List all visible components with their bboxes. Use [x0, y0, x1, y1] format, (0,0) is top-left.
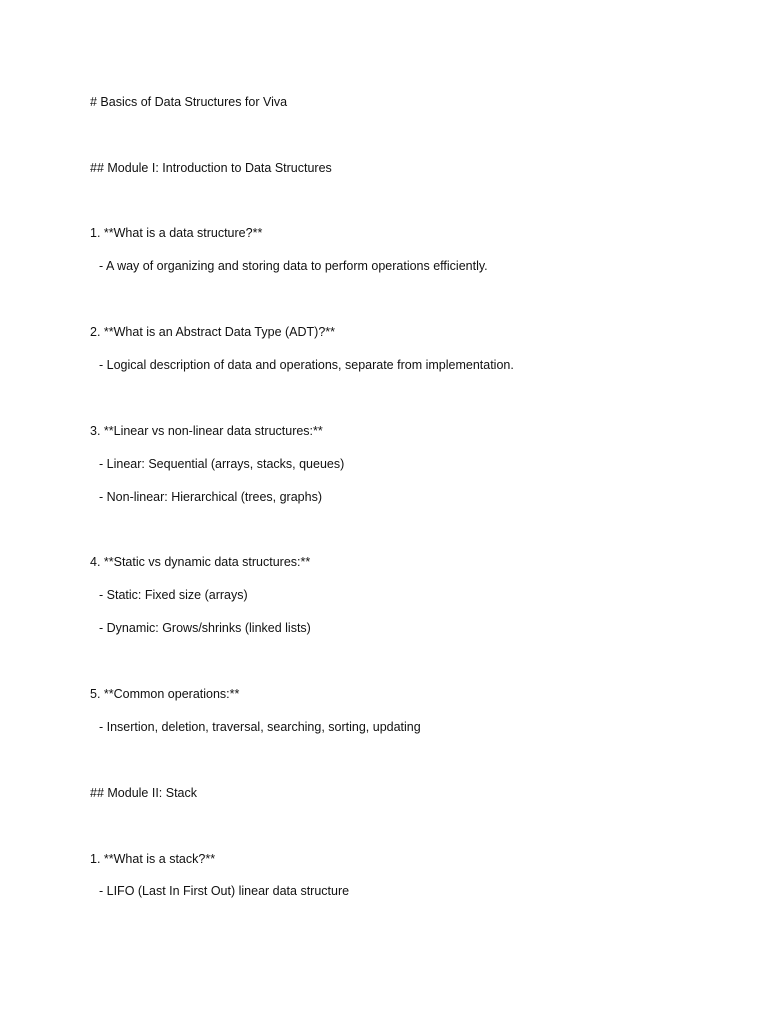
answer-5: - Insertion, deletion, traversal, searching, sorting, updating — [99, 720, 421, 734]
document-title: # Basics of Data Structures for Viva — [90, 95, 288, 109]
answer-3-linear: - Linear: Sequential (arrays, stacks, queues) — [99, 457, 345, 471]
stack-answer-1: - LIFO (Last In First Out) linear data structure — [99, 884, 350, 898]
answer-3-nonlinear: - Non-linear: Hierarchical (trees, graphs) — [99, 490, 322, 504]
question-2: 2. **What is an Abstract Data Type (ADT)?** — [90, 325, 336, 339]
answer-4-static: - Static: Fixed size (arrays) — [99, 588, 248, 602]
answer-4-dynamic: - Dynamic: Grows/shrinks (linked lists) — [99, 621, 311, 635]
module-1-heading: ## Module I: Introduction to Data Structures — [90, 161, 332, 175]
module-2-heading: ## Module II: Stack — [90, 786, 198, 800]
question-5: 5. **Common operations:** — [90, 687, 240, 701]
question-3: 3. **Linear vs non-linear data structures:** — [90, 424, 323, 438]
answer-1: - A way of organizing and storing data to perform operations efficiently. — [99, 259, 488, 273]
question-1: 1. **What is a data structure?** — [90, 226, 263, 240]
stack-question-1: 1. **What is a stack?** — [90, 852, 216, 866]
answer-2: - Logical description of data and operations, separate from implementation. — [99, 358, 514, 372]
question-4: 4. **Static vs dynamic data structures:** — [90, 555, 311, 569]
